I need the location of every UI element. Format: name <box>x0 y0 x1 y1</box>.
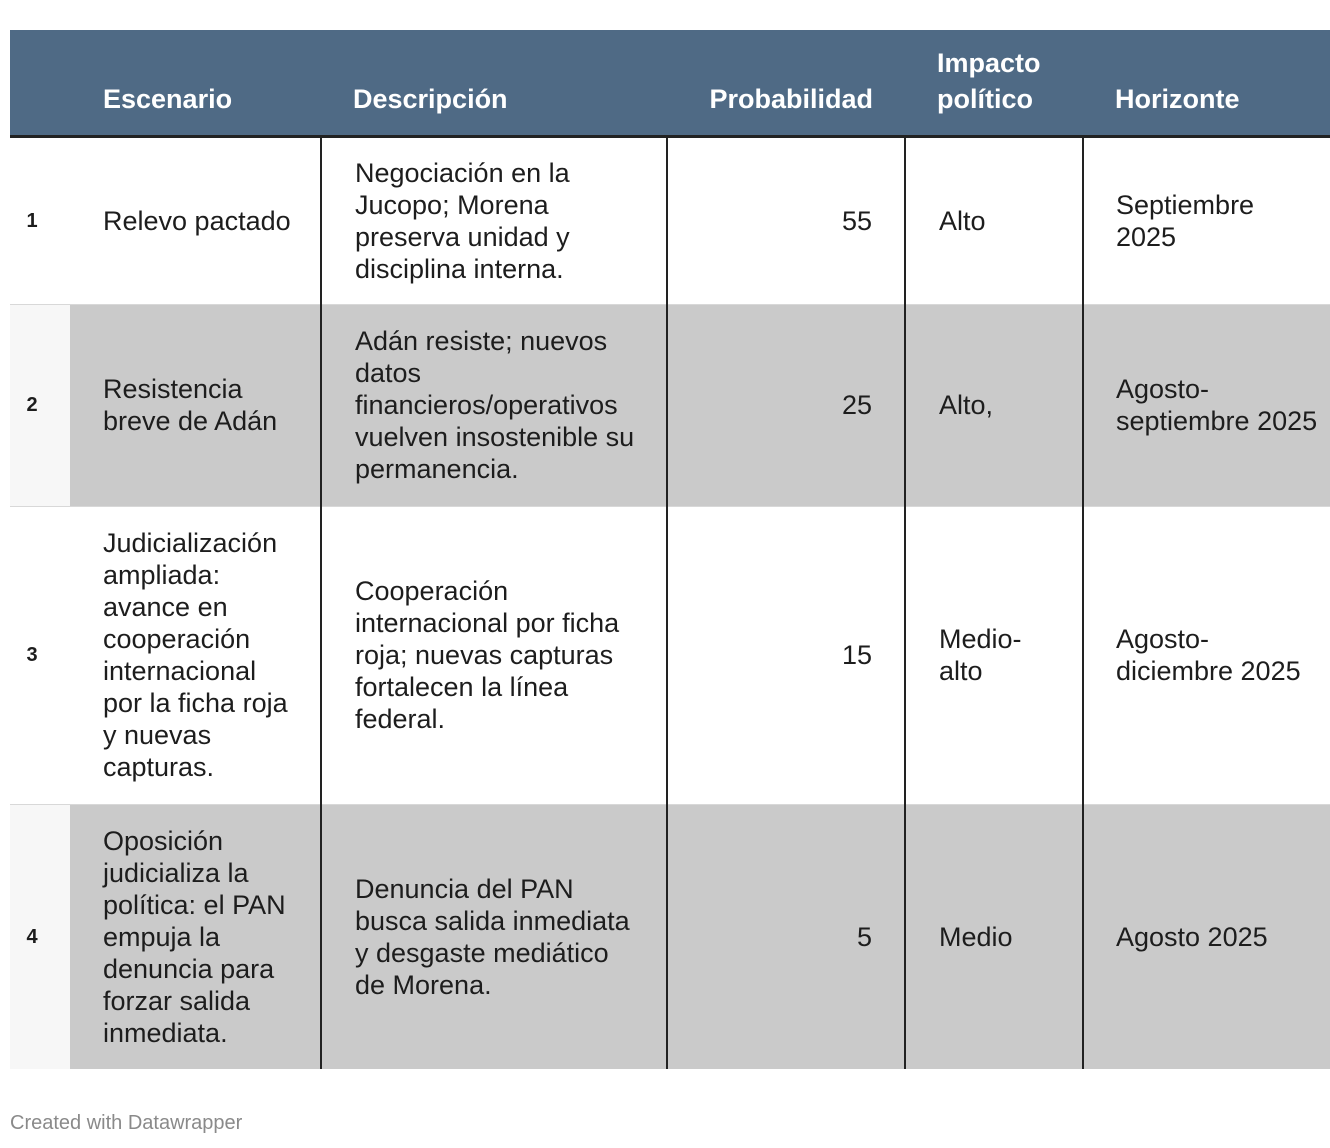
row-number: 2 <box>10 304 70 506</box>
cell-horizonte: Septiembre 2025 <box>1083 136 1330 304</box>
row-number: 3 <box>10 506 70 804</box>
cell-probabilidad: 15 <box>667 506 905 804</box>
table-row <box>10 304 1330 506</box>
cell-escenario: Resistencia breve de Adán <box>70 304 321 506</box>
table-header-row <box>10 30 1330 136</box>
table-row <box>10 136 1330 304</box>
cell-escenario: Judicialización ampliada: avance en cooperación internacional por la ficha roja y nuevas capturas. <box>70 506 321 804</box>
cell-horizonte: Agosto 2025 <box>1083 804 1330 1069</box>
cell-descripcion: Adán resiste; nuevos datos financieros/operativos vuelven insostenible su permanencia. <box>321 304 667 506</box>
cell-escenario: Oposición judicializa la política: el PAN empuja la denuncia para forzar salida inmediata. <box>70 804 321 1069</box>
datawrapper-credit[interactable]: Created with Datawrapper <box>10 1112 243 1134</box>
header-escenario[interactable]: Escenario <box>70 30 321 136</box>
cell-impacto: Alto, <box>905 304 1083 506</box>
header-horizonte[interactable]: Horizonte <box>1083 30 1330 136</box>
header-impacto[interactable]: Impacto político <box>905 30 1083 136</box>
cell-descripcion: Cooperación internacional por ficha roja; nuevas capturas fortalecen la línea federal. <box>321 506 667 804</box>
cell-impacto: Medio-alto <box>905 506 1083 804</box>
header-probabilidad[interactable]: Probabilidad <box>667 30 905 136</box>
table-row <box>10 506 1330 804</box>
header-descripcion[interactable]: Descripción <box>321 30 667 136</box>
cell-impacto: Medio <box>905 804 1083 1069</box>
cell-impacto: Alto <box>905 136 1083 304</box>
cell-descripcion: Negociación en la Jucopo; Morena preserva unidad y disciplina interna. <box>321 136 667 304</box>
cell-horizonte: Agosto-septiembre 2025 <box>1083 304 1330 506</box>
table-container <box>10 30 1318 1069</box>
scenario-table <box>10 30 1330 1069</box>
cell-probabilidad: 25 <box>667 304 905 506</box>
row-number: 1 <box>10 136 70 304</box>
cell-descripcion: Denuncia del PAN busca salida inmediata y desgaste mediático de Morena. <box>321 804 667 1069</box>
cell-probabilidad: 55 <box>667 136 905 304</box>
table-row <box>10 804 1330 1069</box>
header-number <box>10 30 70 136</box>
cell-escenario: Relevo pactado <box>70 136 321 304</box>
row-number: 4 <box>10 804 70 1069</box>
cell-horizonte: Agosto-diciembre 2025 <box>1083 506 1330 804</box>
cell-probabilidad: 5 <box>667 804 905 1069</box>
